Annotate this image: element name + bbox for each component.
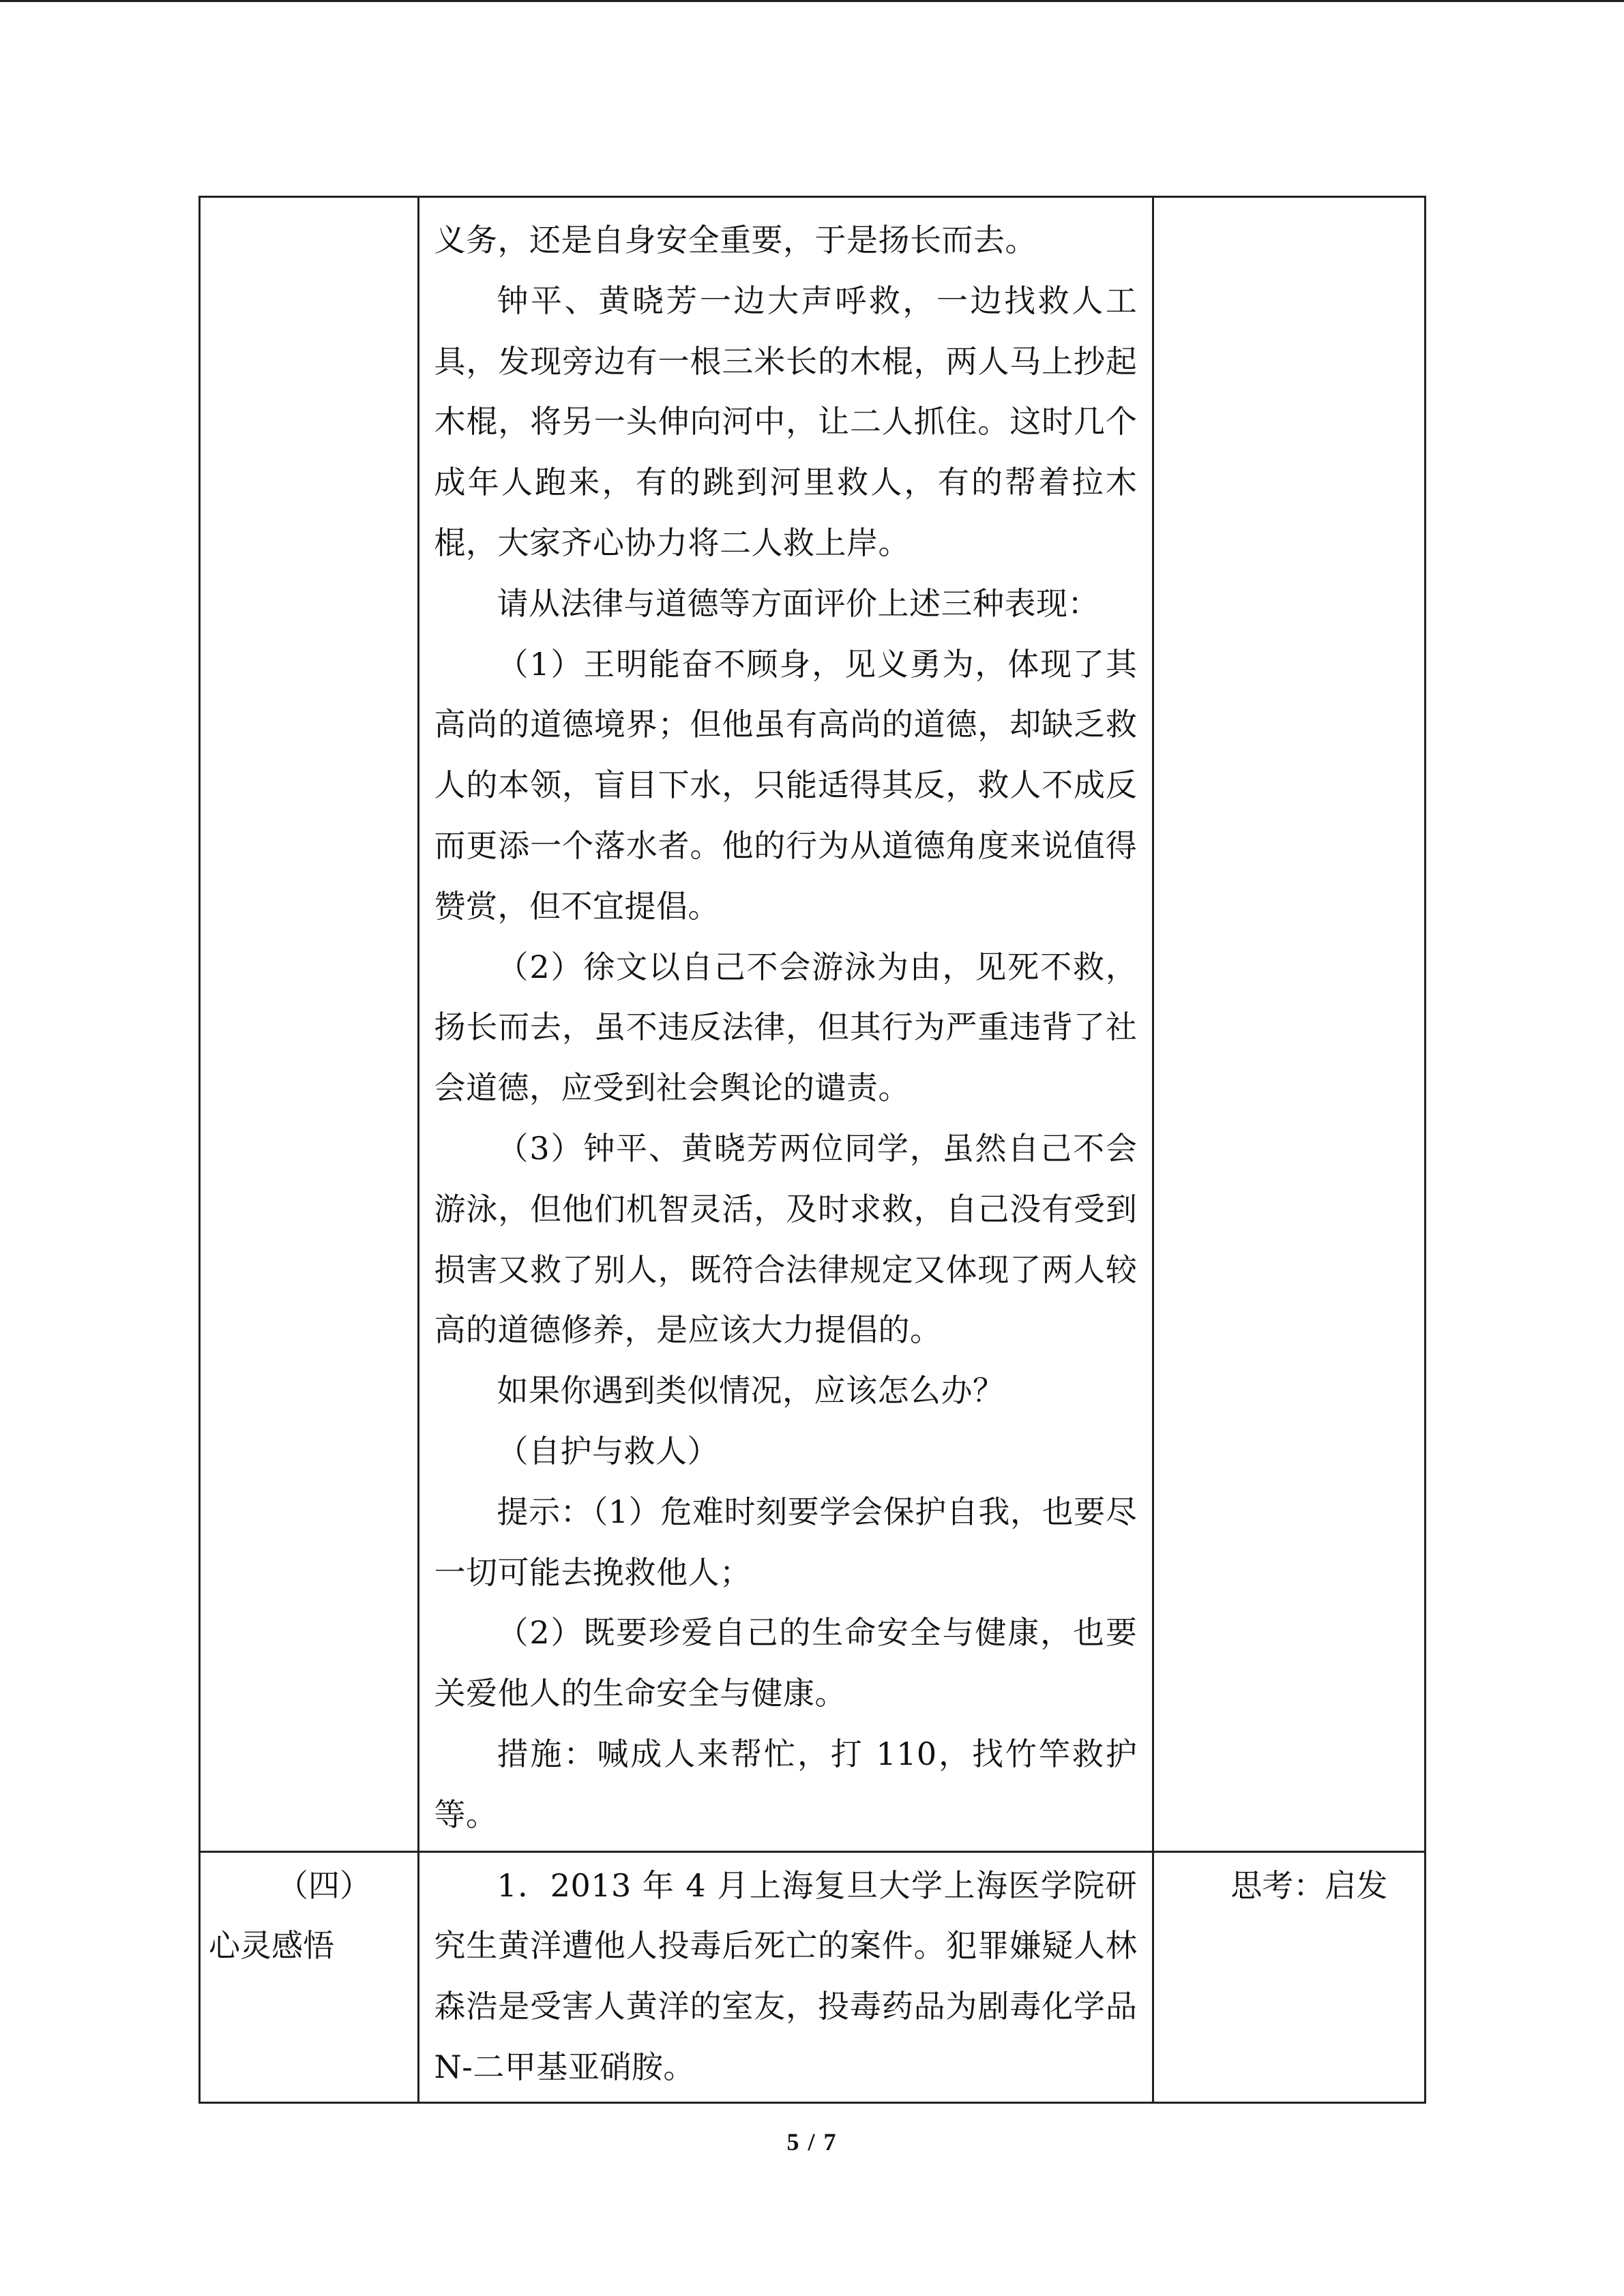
design-note: 思考：启发 (1230, 1866, 1388, 1904)
paragraph: 1．2013 年 4 月上海复旦大学上海医学院研究生黄洋遭他人投毒后死亡的案件。犯罪嫌疑人林森浩是受害人黄洋的室友，投毒药品为剧毒化学品 N-二甲基亚硝胺。 (434, 1866, 1138, 2085)
paragraph: 措施：喊成人来帮忙，打 110，找竹竿救护等。 (434, 1735, 1138, 1833)
activity-content-cell (418, 197, 1153, 1852)
page-top-border (0, 0, 1624, 2)
section-number: （四） (277, 1866, 371, 1904)
lesson-plan-table (198, 196, 1426, 2104)
section-cell-empty (200, 197, 419, 1852)
paragraph: （3）钟平、黄晓芳两位同学，虽然自己不会游泳，但他们机智灵活，及时求救，自己没有受到损害又救了别人，既符合法律规定又体现了两人较高的道德修养，是应该大力提倡的。 (434, 1129, 1138, 1349)
paragraph: 提示：（1）危难时刻要学会保护自我，也要尽一切可能去挽救他人； (434, 1493, 1138, 1591)
paragraph: 如果你遇到类似情况，应该怎么办？ (497, 1372, 1005, 1410)
notes-cell-empty (1153, 197, 1426, 1852)
section-title: 心灵感悟 (209, 1926, 334, 1964)
paragraph: （1）王明能奋不顾身，见义勇为，体现了其高尚的道德境界；但他虽有高尚的道德，却缺乏救人的本领，盲目下水，只能适得其反，救人不成反而更添一个落水者。他的行为从道德角度来说值得赞赏，但不宜提倡。 (434, 645, 1138, 925)
paragraph: （2）既要珍爱自己的生命安全与健康，也要关爱他人的生命安全与健康。 (434, 1614, 1138, 1712)
paragraph: （自护与救人） (497, 1432, 720, 1470)
paragraph: 请从法律与道德等方面评价上述三种表现： (497, 584, 1100, 622)
paragraph: 义务，还是自身安全重要，于是扬长而去。 (434, 222, 1037, 258)
notes-cell (1153, 1851, 1426, 2102)
paragraph: （2）徐文以自己不会游泳为由，见死不救，扬长而去，虽不违反法律，但其行为严重违背了社会道德，应受到社会舆论的谴责。 (434, 948, 1138, 1107)
paragraph: 钟平、黄晓芳一边大声呼救，一边找救人工具，发现旁边有一根三米长的木棍，两人马上抄起木棍，将另一头伸向河中，让二人抓住。这时几个成年人跑来，有的跳到河里救人，有的帮着拉木棍，大家齐心协力将二人救上岸。 (434, 282, 1138, 561)
activity-content-cell (418, 1851, 1153, 2102)
page-number: 5 / 7 (786, 2128, 838, 2156)
table-row (200, 1851, 1426, 2102)
table-row (200, 197, 1426, 1852)
section-cell (200, 1851, 419, 2102)
